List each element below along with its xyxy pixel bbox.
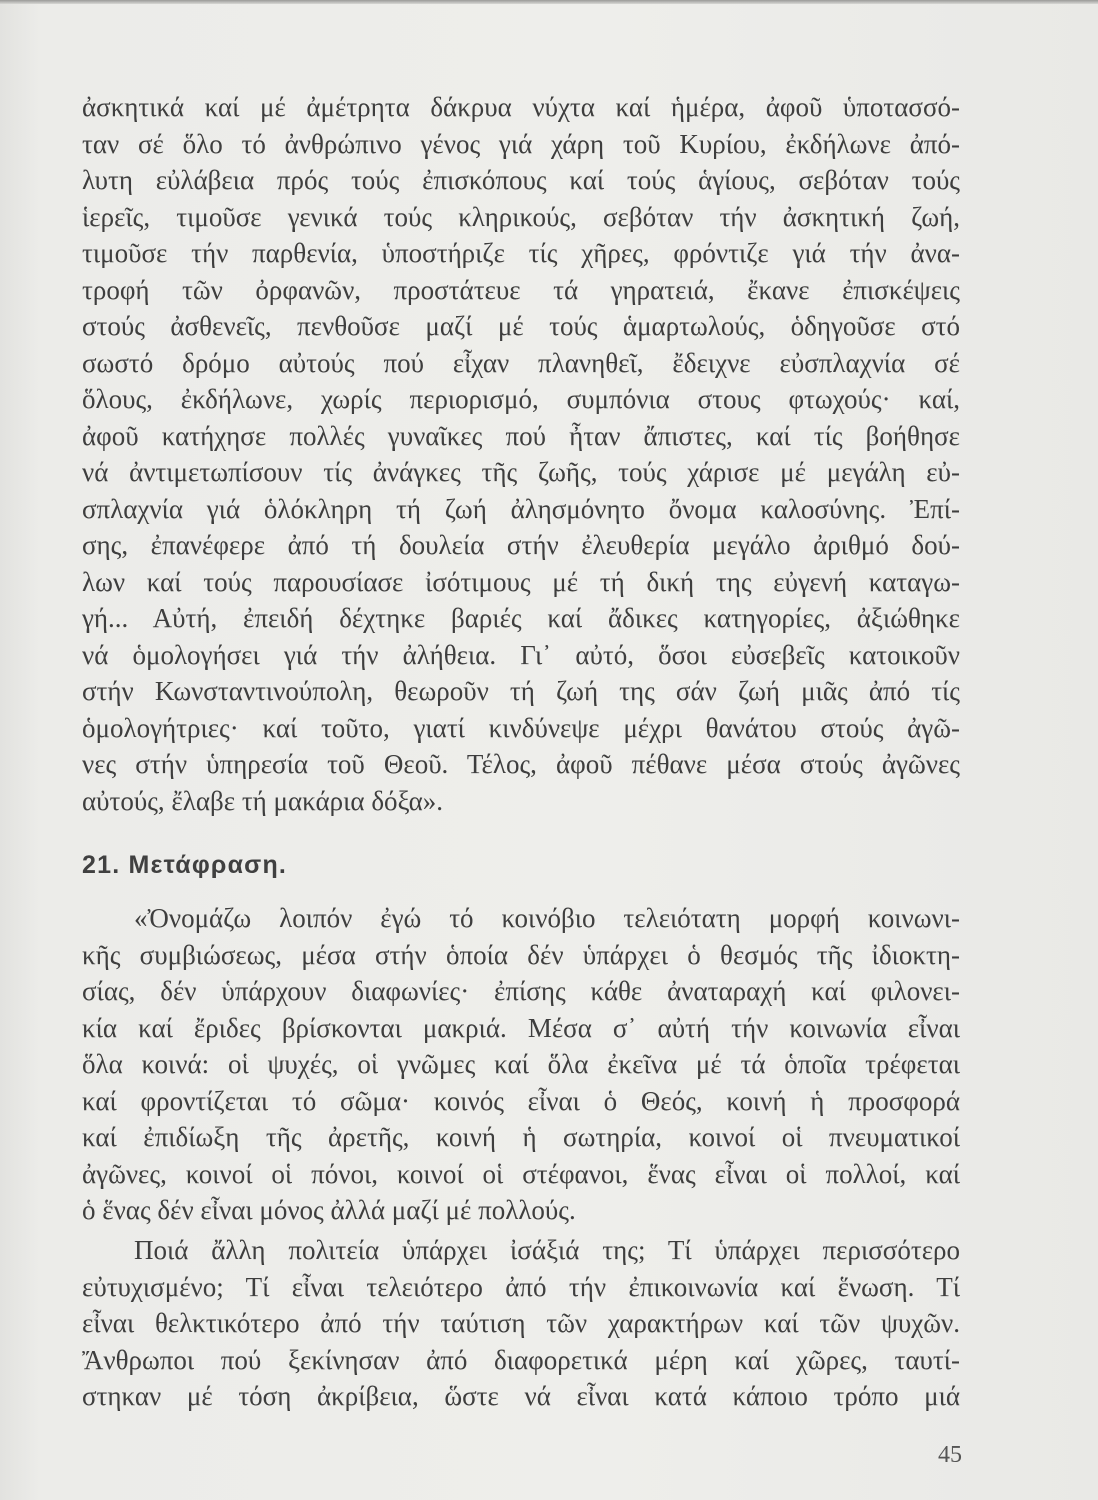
text-line: κῆς συμβιώσεως, μέσα στήν ὁποία δέν ὑπάρχει ὁ θεσμός τῆς ἰδιοκτη- [82,939,960,970]
text-line: κία καί ἔριδες βρίσκονται μακριά. Μέσα σ᾽ αὐτή τήν κοινωνία εἶναι [82,1012,960,1043]
text-line: στήν Κωνσταντινούπολη, θεωροῦν τή ζωή της σάν ζωή μιᾶς ἀπό τίς [82,676,960,706]
text-line: ἱερεῖς, τιμοῦσε γενικά τούς κληρικούς, σεβόταν τήν ἀσκητική ζωή, [82,201,960,232]
paragraph [82,1232,960,1415]
text-line: Ἄνθρωποι πού ξεκίνησαν ἀπό διαφορετικά μέρη καί χῶρες, ταυτί- [82,1344,960,1375]
paragraph [82,900,960,1229]
text-line: ἀσκητικά καί μέ ἀμέτρητα δάκρυα νύχτα καί ἡμέρα, ἀφοῦ ὑποτασσό- [82,92,960,122]
text-line: τροφή τῶν ὀρφανῶν, προστάτευε τά γηρατειά, ἔκανε ἐπισκέψεις [82,274,960,305]
text-line: Ποιά ἄλλη πολιτεία ὑπάρχει ἰσάξιά της; Τί ὑπάρχει περισσότερο [134,1235,960,1265]
text-line: εὐτυχισμένο; Τί εἶναι τελειότερο ἀπό τήν ἐπικοινωνία καί ἕνωση. Τί [82,1271,960,1302]
page-top-edge [0,0,1098,4]
page-body [82,89,960,1415]
text-line: ὁμολογήτριες· καί τοῦτο, γιατί κινδύνεψε μέχρι θανάτου στούς ἀγῶ- [82,712,960,743]
text-line: νες στήν ὑπηρεσία τοῦ Θεοῦ. Τέλος, ἀφοῦ πέθανε μέσα στούς ἀγῶνες [82,749,960,779]
text-line: ὅλους, ἐκδήλωνε, χωρίς περιορισμό, συμπόνια στους φτωχούς· καί, [82,384,960,414]
text-line: καί φροντίζεται τό σῶμα· κοινός εἶναι ὁ Θεός, κοινή ἡ προσφορά [82,1085,960,1116]
text-line: σίας, δέν ὑπάρχουν διαφωνίες· ἐπίσης κάθε ἀναταραχή καί φιλονει- [82,976,960,1006]
text-line: λυτη εὐλάβεια πρός τούς ἐπισκόπους καί τούς ἁγίους, σεβόταν τούς [82,165,960,195]
text-line: ἀγῶνες, κοινοί οἱ πόνοι, κοινοί οἱ στέφανοι, ἕνας εἶναι οἱ πολλοί, καί [82,1158,960,1189]
text-line: σης, ἐπανέφερε ἀπό τή δουλεία στήν ἐλευθερία μεγάλο ἀριθμό δού- [82,530,960,560]
text-line: γή... Αὐτή, ἐπειδή δέχτηκε βαριές καί ἄδικες κατηγορίες, ἀξιώθηκε [82,603,960,633]
text-line: τιμοῦσε τήν παρθενία, ὑποστήριζε τίς χῆρες, φρόντιζε γιά τήν ἀνα- [82,238,960,268]
text-line: ἀφοῦ κατήχησε πολλές γυναῖκες πού ἦταν ἄπιστες, καί τίς βοήθησε [82,420,960,451]
text-line: σπλαχνία γιά ὁλόκληρη τή ζωή ἀλησμόνητο ὄνομα καλοσύνης. Ἐπί- [82,493,960,524]
page-number: 45 [938,1442,962,1468]
text-line: εἶναι θελκτικότερο ἀπό τήν ταύτιση τῶν χαρακτήρων καί τῶν ψυχῶν. [82,1308,960,1338]
text-line: ταν σέ ὅλο τό ἀνθρώπινο γένος γιά χάρη τοῦ Κυρίου, ἐκδήλωνε ἀπό- [82,128,960,159]
paragraph-continuation [82,89,960,819]
text-line: καί ἐπιδίωξη τῆς ἀρετῆς, κοινή ἡ σωτηρία, κοινοί οἱ πνευματικοί [82,1122,960,1152]
text-line: ὅλα κοινά: οἱ ψυχές, οἱ γνῶμες καί ὅλα ἐκεῖνα μέ τά ὁποῖα τρέφεται [82,1049,960,1079]
text-line: στηκαν μέ τόση ἀκρίβεια, ὥστε νά εἶναι κατά κάποιο τρόπο μιά [82,1381,960,1411]
text-line: ὁ ἕνας δέν εἶναι μόνος ἀλλά μαζί μέ πολλούς. [82,1195,576,1225]
text-line: νά ὁμολογήσει γιά τήν ἀλήθεια. Γι᾽ αὐτό, ὅσοι εὐσεβεῖς κατοικοῦν [82,639,960,670]
text-line: αὐτούς, ἔλαβε τή μακάρια δόξα». [82,785,443,816]
section-heading: 21. Μετάφραση. [82,851,288,879]
text-line: «Ὀνομάζω λοιπόν ἐγώ τό κοινόβιο τελειότατη μορφή κοινωνι- [134,903,960,933]
text-line: λων καί τούς παρουσίασε ἰσότιμους μέ τή δική της εὐγενή καταγω- [82,566,960,597]
text-line: νά ἀντιμετωπίσουν τίς ἀνάγκες τῆς ζωῆς, τούς χάρισε μέ μεγάλη εὐ- [82,457,960,487]
text-line: σωστό δρόμο αὐτούς πού εἶχαν πλανηθεῖ, ἔδειχνε εὐσπλαχνία σέ [82,347,960,378]
text-line: στούς ἀσθενεῖς, πενθοῦσε μαζί μέ τούς ἁμαρτωλούς, ὁδηγοῦσε στό [82,311,960,341]
